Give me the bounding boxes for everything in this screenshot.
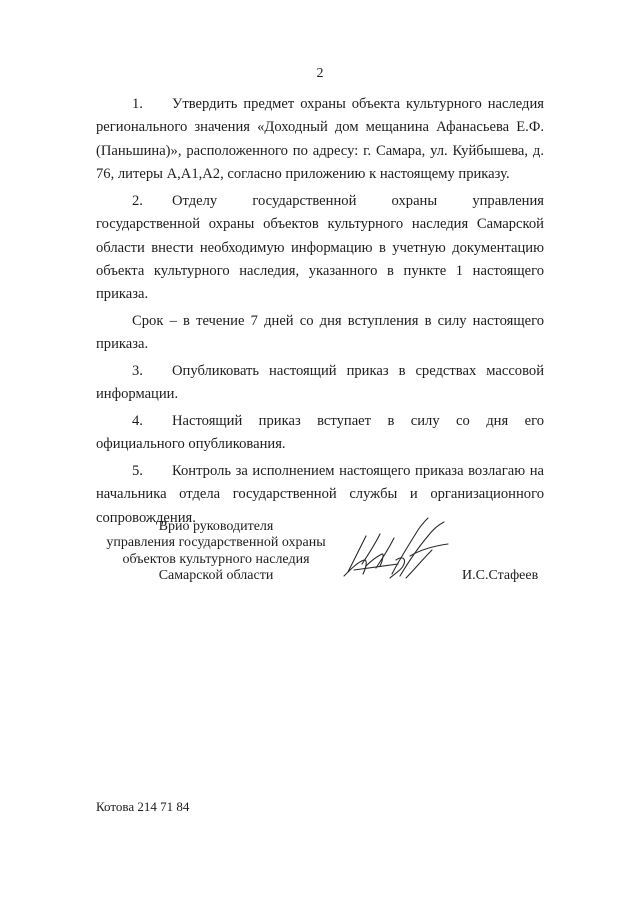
item-text: Контроль за исполнением настоящего приказа возлагаю на начальника отдела государственной службы и организационного сопровождения. [96, 463, 544, 526]
order-item-1 [96, 93, 544, 187]
item-number: 3. [132, 363, 143, 380]
page-number: 2 [316, 66, 324, 81]
item-text: Срок – в течение 7 дней со дня вступления в силу настоящего приказа. [96, 313, 544, 353]
contact-note: Котова 214 71 84 [96, 799, 190, 814]
item-number: 4. [132, 413, 143, 430]
signatory-title-line: Самарской области [158, 568, 274, 584]
item-text: Отделу государственной охраны управления государственной охраны объектов культурного наследия Самарской области внести необходимую информацию в учетную документацию объекта культурного наследия, указанного в пункте 1 настоящего приказа. [96, 192, 544, 303]
deadline-note [96, 310, 544, 357]
order-item-3 [96, 360, 544, 407]
item-number: 5. [132, 463, 143, 480]
order-body [96, 93, 544, 533]
item-number: 2. [132, 192, 143, 209]
order-item-4 [96, 410, 544, 457]
item-text: Опубликовать настоящий приказ в средствах массовой информации. [96, 363, 544, 403]
item-number: 1. [132, 96, 143, 112]
item-text: Настоящий приказ вступает в силу со дня его официального опубликования. [96, 413, 544, 453]
signatory-title-line: управления государственной охраны [106, 535, 326, 551]
signatory-title-line: Врио руководителя [158, 519, 274, 534]
signer-name: И.С.Стафеев [462, 568, 539, 583]
handwritten-signature [336, 516, 456, 586]
order-item-2 [96, 190, 544, 307]
signatory-title-line: объектов культурного наследия [122, 551, 310, 567]
signatory-title [96, 519, 336, 585]
item-text: Утвердить предмет охраны объекта культурного наследия регионального значения «Доходный дом мещанина Афанасьева Е.Ф. (Паньшина)», расположенного по адресу: г. Самара, ул. Куйбышева, д. 76, литеры А,А1,А2, согласно приложению к настоящему приказу. [96, 96, 544, 183]
